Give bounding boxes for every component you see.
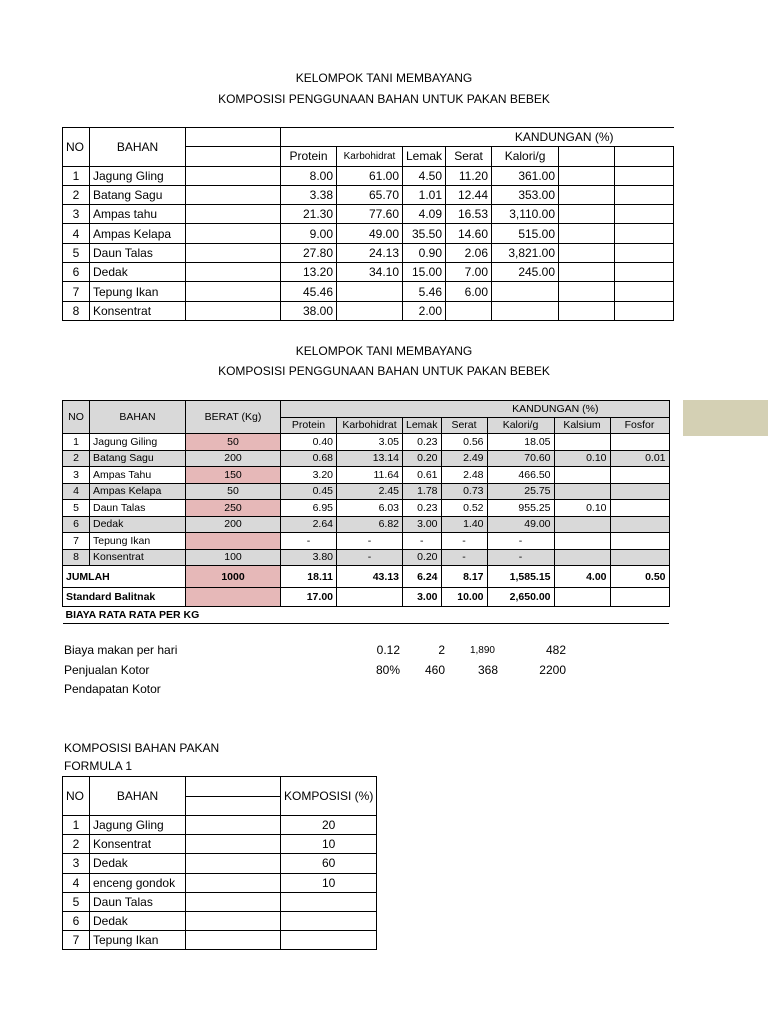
table-row — [63, 483, 670, 500]
table-cell: 2.49 — [441, 450, 487, 467]
table-cell: 4.50 — [403, 166, 446, 185]
header-komposisi: KOMPOSISI (%) — [281, 777, 377, 816]
berat-cell: 200 — [186, 516, 281, 533]
table-cell: 0.73 — [441, 483, 487, 500]
table-cell — [186, 205, 281, 224]
table-cell: 5 — [63, 892, 90, 911]
table-cell: 9.00 — [281, 224, 337, 243]
table-cell: 3 — [63, 467, 90, 484]
bahan-cell: Ampas Kelapa — [90, 483, 186, 500]
bahan-cell: Tepung Ikan — [90, 282, 186, 301]
table-cell: 6.82 — [337, 516, 403, 533]
header-berat: BERAT (Kg) — [186, 401, 281, 434]
col-serat: Serat — [441, 417, 487, 434]
table-cell: 7 — [63, 282, 90, 301]
table-cell — [559, 243, 615, 262]
table-cell: 4.09 — [403, 205, 446, 224]
col-karbohidrat: Karbohidrat — [337, 147, 403, 166]
standard-protein: 17.00 — [281, 588, 337, 607]
table-row — [63, 500, 670, 517]
penjualan-val-2: 460 — [424, 663, 445, 677]
table-cell: 0.20 — [403, 450, 442, 467]
table-cell — [559, 301, 615, 320]
table-cell — [186, 282, 281, 301]
table-row — [63, 450, 670, 467]
table-cell — [446, 301, 492, 320]
table-row — [63, 185, 674, 204]
col-kalori: Kalori/g — [492, 147, 559, 166]
table-cell: 6 — [63, 263, 90, 282]
table-row — [63, 301, 674, 320]
table-cell — [610, 434, 669, 451]
table-cell — [559, 205, 615, 224]
table-cell — [337, 282, 403, 301]
table-cell: - — [441, 533, 487, 550]
berat-cell: 200 — [186, 450, 281, 467]
table-cell — [186, 263, 281, 282]
table-row — [63, 467, 670, 484]
jumlah-lemak: 6.24 — [403, 566, 442, 588]
bahan-cell: Konsentrat — [90, 301, 186, 320]
jumlah-kalsium: 4.00 — [554, 566, 610, 588]
table-cell — [186, 931, 281, 950]
col-fosfor: Fosfor — [610, 417, 669, 434]
bahan-cell: Ampas tahu — [90, 205, 186, 224]
header-blank-2 — [186, 796, 281, 816]
table-cell: 2 — [63, 185, 90, 204]
table-cell: 10 — [281, 835, 377, 854]
penjualan-val-4: 2200 — [539, 663, 566, 677]
table-cell — [610, 500, 669, 517]
header-bahan: BAHAN — [90, 777, 186, 816]
jumlah-berat: 1000 — [186, 566, 281, 588]
table-row — [63, 243, 674, 262]
table-cell: 49.00 — [487, 516, 554, 533]
table-cell — [615, 224, 674, 243]
table-cell — [492, 282, 559, 301]
table-cell: 1.40 — [441, 516, 487, 533]
table-row — [63, 931, 377, 950]
table-cell: 18.05 — [487, 434, 554, 451]
table-cell: 20 — [281, 816, 377, 835]
table-cell: - — [441, 549, 487, 566]
section3-subtitle: FORMULA 1 — [64, 759, 133, 773]
section1-subtitle: KOMPOSISI PENGGUNAAN BAHAN UNTUK PAKAN BEBEK — [218, 92, 550, 106]
table-cell: 4 — [63, 483, 90, 500]
biaya-val-2: 2 — [438, 643, 445, 657]
table-cell: 2.48 — [441, 467, 487, 484]
berat-cell: 250 — [186, 500, 281, 517]
header-no: NO — [63, 128, 90, 167]
table-cell — [615, 166, 674, 185]
table-cell: 13.14 — [337, 450, 403, 467]
table-cell: 10 — [281, 873, 377, 892]
table-cell — [610, 483, 669, 500]
table-cell: 7.00 — [446, 263, 492, 282]
bahan-cell: Daun Talas — [90, 500, 186, 517]
table-cell: 3.00 — [403, 516, 442, 533]
standard-serat: 10.00 — [441, 588, 487, 607]
table-cell: 4 — [63, 873, 90, 892]
table-cell — [559, 185, 615, 204]
standard-lemak: 3.00 — [403, 588, 442, 607]
table-cell — [610, 533, 669, 550]
table-cell — [615, 301, 674, 320]
table-row — [63, 873, 377, 892]
table-cell: 45.46 — [281, 282, 337, 301]
col-karbohidrat: Karbohidrat — [337, 417, 403, 434]
table-row — [63, 816, 377, 835]
table-cell: - — [337, 533, 403, 550]
section2-title: KELOMPOK TANI MEMBAYANG — [295, 344, 473, 358]
col-protein: Protein — [281, 147, 337, 166]
berat-cell: 100 — [186, 549, 281, 566]
table-cell — [615, 263, 674, 282]
table-cell — [186, 166, 281, 185]
table-row — [63, 166, 674, 185]
table-cell: 6.03 — [337, 500, 403, 517]
col-blank — [615, 147, 674, 166]
berat-cell: 150 — [186, 467, 281, 484]
penjualan-val-3: 368 — [477, 663, 498, 677]
table-cell: 0.23 — [403, 500, 442, 517]
bahan-cell: Ampas Kelapa — [90, 224, 186, 243]
table-cell: 7 — [63, 931, 90, 950]
table-row — [63, 533, 670, 550]
table-cell — [559, 224, 615, 243]
table-cell: 3.80 — [281, 549, 337, 566]
table-cell: 245.00 — [492, 263, 559, 282]
pendapatan-label: Pendapatan Kotor — [64, 682, 161, 696]
table-cell — [186, 892, 281, 911]
table-cell: 5.46 — [403, 282, 446, 301]
table-cell — [615, 243, 674, 262]
bahan-cell: Dedak — [90, 854, 186, 873]
table-row — [63, 434, 670, 451]
section2-subtitle: KOMPOSISI PENGGUNAAN BAHAN UNTUK PAKAN BEBEK — [218, 364, 550, 378]
header-bahan: BAHAN — [90, 128, 186, 167]
table-cell: 2 — [63, 450, 90, 467]
table-cell — [337, 301, 403, 320]
table-cell: 1 — [63, 434, 90, 451]
header-blank-2 — [186, 147, 281, 166]
col-kalori: Kalori/g — [487, 417, 554, 434]
table-cell: 7 — [63, 533, 90, 550]
table-cell — [186, 816, 281, 835]
penjualan-val-1: 80% — [375, 663, 400, 677]
bahan-cell: Konsentrat — [90, 835, 186, 854]
berat-cell: 50 — [186, 483, 281, 500]
table-cell: 3.05 — [337, 434, 403, 451]
header-no: NO — [63, 401, 90, 434]
table-cell: 3 — [63, 854, 90, 873]
table-cell: - — [487, 533, 554, 550]
table-cell: 0.40 — [281, 434, 337, 451]
table-row — [63, 549, 670, 566]
jumlah-kalori: 1,585.15 — [487, 566, 554, 588]
standard-kalori: 2,650.00 — [487, 588, 554, 607]
table-cell — [559, 282, 615, 301]
table-cell — [559, 263, 615, 282]
header-blank — [186, 128, 281, 147]
table-cell — [186, 301, 281, 320]
table-cell: - — [487, 549, 554, 566]
table-cell — [554, 483, 610, 500]
jumlah-fosfor: 0.50 — [610, 566, 669, 588]
standard-fosfor — [610, 588, 669, 607]
table-cell: 15.00 — [403, 263, 446, 282]
table-cell: 70.60 — [487, 450, 554, 467]
table-cell: 3.38 — [281, 185, 337, 204]
header-kandungan: KANDUNGAN (%) — [281, 401, 670, 418]
bahan-cell: Dedak — [90, 911, 186, 930]
table-cell — [492, 301, 559, 320]
table-cell: 25.75 — [487, 483, 554, 500]
table-cell: 0.52 — [441, 500, 487, 517]
table-cell: 0.20 — [403, 549, 442, 566]
table-cell — [281, 911, 377, 930]
table-cell — [554, 467, 610, 484]
table-cell: 11.64 — [337, 467, 403, 484]
header-no: NO — [63, 777, 90, 816]
jumlah-serat: 8.17 — [441, 566, 487, 588]
table-cell: 3.20 — [281, 467, 337, 484]
table-cell: - — [337, 549, 403, 566]
standard-kalsium — [554, 588, 610, 607]
table-cell: 1 — [63, 166, 90, 185]
bahan-cell: Batang Sagu — [90, 185, 186, 204]
table-cell — [615, 282, 674, 301]
table-cell: 0.56 — [441, 434, 487, 451]
table-cell: 353.00 — [492, 185, 559, 204]
table-cell — [610, 516, 669, 533]
table-cell: 21.30 — [281, 205, 337, 224]
standard-berat — [186, 588, 281, 607]
formula-table — [62, 776, 377, 950]
table-cell: 27.80 — [281, 243, 337, 262]
jumlah-karbohidrat: 43.13 — [337, 566, 403, 588]
standard-label: Standard Balitnak — [63, 588, 186, 607]
table-cell: 24.13 — [337, 243, 403, 262]
col-protein: Protein — [281, 417, 337, 434]
table-row — [63, 892, 377, 911]
table-cell — [186, 835, 281, 854]
table-cell: 466.50 — [487, 467, 554, 484]
table-cell: 2.00 — [403, 301, 446, 320]
table-cell: 60 — [281, 854, 377, 873]
table-cell: 361.00 — [492, 166, 559, 185]
table-cell: 3,110.00 — [492, 205, 559, 224]
table-cell: 14.60 — [446, 224, 492, 243]
table-cell: 2.06 — [446, 243, 492, 262]
table-cell: 8 — [63, 549, 90, 566]
jumlah-label: JUMLAH — [63, 566, 186, 588]
table-cell — [186, 873, 281, 892]
biaya-makan-label: Biaya makan per hari — [64, 643, 178, 657]
table-cell: 0.10 — [554, 500, 610, 517]
table-cell: 2 — [63, 835, 90, 854]
table-cell: 0.23 — [403, 434, 442, 451]
penjualan-label: Penjualan Kotor — [64, 663, 150, 677]
bahan-cell: Dedak — [90, 516, 186, 533]
table-cell: 2.64 — [281, 516, 337, 533]
berat-cell — [186, 533, 281, 550]
table-cell: 1 — [63, 816, 90, 835]
bahan-cell: Batang Sagu — [90, 450, 186, 467]
section3-title: KOMPOSISI BAHAN PAKAN — [64, 741, 220, 755]
bahan-cell: Tepung Ikan — [90, 931, 186, 950]
table-row — [63, 835, 377, 854]
table-cell: 6.95 — [281, 500, 337, 517]
table-cell: 4 — [63, 224, 90, 243]
table-cell — [281, 931, 377, 950]
biaya-val-3: 1,890 — [469, 645, 495, 656]
table-cell: 515.00 — [492, 224, 559, 243]
table-cell: 65.70 — [337, 185, 403, 204]
table-cell — [281, 892, 377, 911]
bahan-cell: Ampas Tahu — [90, 467, 186, 484]
table-row — [63, 224, 674, 243]
table-cell — [554, 549, 610, 566]
table-cell — [186, 243, 281, 262]
biaya-val-1: 0.12 — [376, 643, 400, 657]
table-cell: 1.01 — [403, 185, 446, 204]
header-bahan: BAHAN — [90, 401, 186, 434]
table-cell — [554, 516, 610, 533]
table-cell — [615, 205, 674, 224]
table-cell — [554, 533, 610, 550]
table-cell: 49.00 — [337, 224, 403, 243]
table-cell: 1.78 — [403, 483, 442, 500]
col-blank — [559, 147, 615, 166]
table-row — [63, 854, 377, 873]
table-cell — [554, 434, 610, 451]
komposisi-berat-table — [62, 400, 670, 624]
table-cell — [186, 854, 281, 873]
table-cell — [610, 549, 669, 566]
table-cell: 6 — [63, 911, 90, 930]
table-row — [63, 911, 377, 930]
table-cell — [186, 224, 281, 243]
table-cell: 35.50 — [403, 224, 446, 243]
bahan-cell: enceng gondok — [90, 873, 186, 892]
table-cell: 38.00 — [281, 301, 337, 320]
table-cell: 0.90 — [403, 243, 446, 262]
table-cell — [615, 185, 674, 204]
table-row — [63, 205, 674, 224]
bahan-kandungan-table — [62, 127, 674, 321]
col-lemak: Lemak — [403, 417, 442, 434]
table-cell: 0.10 — [554, 450, 610, 467]
biaya-label: BIAYA RATA RATA PER KG — [63, 607, 670, 624]
table-cell: 5 — [63, 500, 90, 517]
table-cell: - — [281, 533, 337, 550]
bahan-cell: Jagung Giling — [90, 434, 186, 451]
standard-karbohidrat — [337, 588, 403, 607]
bahan-cell: Konsentrat — [90, 549, 186, 566]
table-cell — [186, 911, 281, 930]
biaya-val-4: 482 — [545, 643, 566, 657]
section1-title: KELOMPOK TANI MEMBAYANG — [295, 71, 473, 85]
table-cell: 61.00 — [337, 166, 403, 185]
header-fill — [683, 400, 768, 436]
table-row — [63, 263, 674, 282]
table-cell: 77.60 — [337, 205, 403, 224]
jumlah-protein: 18.11 — [281, 566, 337, 588]
table-cell: 12.44 — [446, 185, 492, 204]
table-cell — [610, 467, 669, 484]
header-kandungan: KANDUNGAN (%) — [281, 128, 674, 147]
table-cell — [186, 185, 281, 204]
table-cell: 16.53 — [446, 205, 492, 224]
table-cell: 5 — [63, 243, 90, 262]
bahan-cell: Jagung Gling — [90, 816, 186, 835]
col-kalsium: Kalsium — [554, 417, 610, 434]
table-cell: - — [403, 533, 442, 550]
table-cell: 0.01 — [610, 450, 669, 467]
table-cell: 13.20 — [281, 263, 337, 282]
table-row — [63, 516, 670, 533]
table-cell: 6.00 — [446, 282, 492, 301]
table-cell: 3,821.00 — [492, 243, 559, 262]
bahan-cell: Tepung Ikan — [90, 533, 186, 550]
bahan-cell: Daun Talas — [90, 892, 186, 911]
table-cell: 0.61 — [403, 467, 442, 484]
table-cell: 0.68 — [281, 450, 337, 467]
table-cell: 8 — [63, 301, 90, 320]
berat-cell: 50 — [186, 434, 281, 451]
table-cell: 11.20 — [446, 166, 492, 185]
table-cell: 6 — [63, 516, 90, 533]
table-cell: 2.45 — [337, 483, 403, 500]
col-lemak: Lemak — [403, 147, 446, 166]
table-cell: 3 — [63, 205, 90, 224]
header-blank — [186, 777, 281, 797]
table-cell: 8.00 — [281, 166, 337, 185]
table-cell: 0.45 — [281, 483, 337, 500]
col-serat: Serat — [446, 147, 492, 166]
bahan-cell: Jagung Gling — [90, 166, 186, 185]
table-row — [63, 282, 674, 301]
bahan-cell: Dedak — [90, 263, 186, 282]
bahan-cell: Daun Talas — [90, 243, 186, 262]
table-cell: 955.25 — [487, 500, 554, 517]
table-cell — [559, 166, 615, 185]
table-cell: 34.10 — [337, 263, 403, 282]
